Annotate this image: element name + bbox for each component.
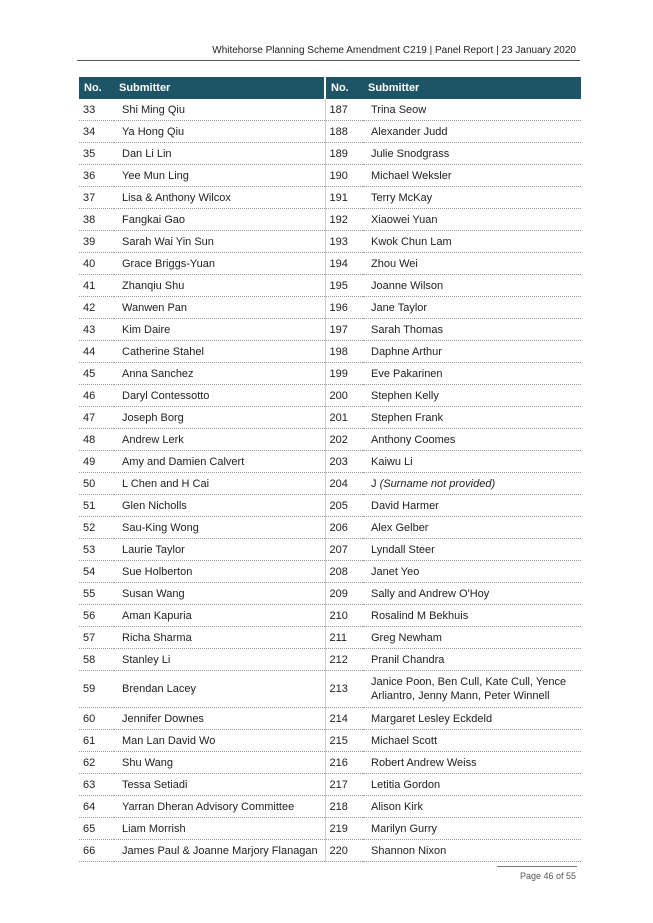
- submitter-name-right: Pranil Chandra: [363, 649, 581, 671]
- table-row: [79, 627, 581, 649]
- submission-number-right: 215: [325, 730, 363, 752]
- footer-rule: [497, 866, 577, 867]
- submission-number-right: 187: [325, 99, 363, 121]
- table-row: [79, 275, 581, 297]
- submission-number-left: 48: [79, 429, 114, 451]
- submitter-name-right: Eve Pakarinen: [363, 363, 581, 385]
- table-row: [79, 495, 581, 517]
- table-row: [79, 121, 581, 143]
- submitter-name-left: Aman Kapuria: [114, 605, 325, 627]
- col-header-submitter-right: Submitter: [363, 77, 581, 99]
- submitter-name-right: Julie Snodgrass: [363, 143, 581, 165]
- submitter-name-right: Janice Poon, Ben Cull, Kate Cull, Yence Arliantro, Jenny Mann, Peter Winnell: [363, 671, 581, 708]
- submission-number-left: 43: [79, 319, 114, 341]
- submission-number-right: 207: [325, 539, 363, 561]
- submission-number-left: 44: [79, 341, 114, 363]
- table-row: [79, 319, 581, 341]
- submitter-name-right: Rosalind M Bekhuis: [363, 605, 581, 627]
- submitter-name-right: Greg Newham: [363, 627, 581, 649]
- submission-number-right: 208: [325, 561, 363, 583]
- submission-number-left: 37: [79, 187, 114, 209]
- submission-number-left: 59: [79, 671, 114, 708]
- submission-number-left: 45: [79, 363, 114, 385]
- submission-number-right: 213: [325, 671, 363, 708]
- table-header: [79, 77, 581, 99]
- submission-number-right: 199: [325, 363, 363, 385]
- submission-number-right: 196: [325, 297, 363, 319]
- submission-number-left: 33: [79, 99, 114, 121]
- submission-number-left: 40: [79, 253, 114, 275]
- submission-number-left: 64: [79, 796, 114, 818]
- submission-number-left: 41: [79, 275, 114, 297]
- table-row: [79, 605, 581, 627]
- submission-number-left: 60: [79, 708, 114, 730]
- header-rule: [77, 60, 580, 61]
- submission-number-right: 195: [325, 275, 363, 297]
- submitter-name-left: Zhanqiu Shu: [114, 275, 325, 297]
- submission-number-right: 218: [325, 796, 363, 818]
- submitter-name-left: Brendan Lacey: [114, 671, 325, 708]
- submission-number-right: 189: [325, 143, 363, 165]
- submission-number-right: 210: [325, 605, 363, 627]
- submitter-name-left: Sue Holberton: [114, 561, 325, 583]
- submitter-name-right: Margaret Lesley Eckdeld: [363, 708, 581, 730]
- submission-number-right: 206: [325, 517, 363, 539]
- submission-number-right: 209: [325, 583, 363, 605]
- submitter-name-left: Anna Sanchez: [114, 363, 325, 385]
- submitter-name-left: Fangkai Gao: [114, 209, 325, 231]
- submitter-name-right: Alison Kirk: [363, 796, 581, 818]
- submission-number-right: 212: [325, 649, 363, 671]
- submitter-name-left: L Chen and H Cai: [114, 473, 325, 495]
- table-row: [79, 429, 581, 451]
- table-row: [79, 840, 581, 862]
- table-row: [79, 752, 581, 774]
- submission-number-left: 66: [79, 840, 114, 862]
- submitter-name-left: Daryl Contessotto: [114, 385, 325, 407]
- table-row: [79, 818, 581, 840]
- table-row: [79, 407, 581, 429]
- submission-number-right: 205: [325, 495, 363, 517]
- submitter-name-right: Stephen Kelly: [363, 385, 581, 407]
- running-header: Whitehorse Planning Scheme Amendment C219 | Panel Report | 23 January 2020: [212, 45, 576, 56]
- submission-number-left: 63: [79, 774, 114, 796]
- submitter-name-right: Terry McKay: [363, 187, 581, 209]
- table-row: [79, 231, 581, 253]
- submitter-name-right: Robert Andrew Weiss: [363, 752, 581, 774]
- submitter-name-left: James Paul & Joanne Marjory Flanagan: [114, 840, 325, 862]
- submitter-name-right: Sarah Thomas: [363, 319, 581, 341]
- submitter-name-left: Kim Daire: [114, 319, 325, 341]
- table-row: [79, 297, 581, 319]
- submitter-name-left: Susan Wang: [114, 583, 325, 605]
- submission-number-right: 201: [325, 407, 363, 429]
- submitter-name-left: Yarran Dheran Advisory Committee: [114, 796, 325, 818]
- table-row: [79, 708, 581, 730]
- submission-number-right: 192: [325, 209, 363, 231]
- submitter-name-left: Amy and Damien Calvert: [114, 451, 325, 473]
- submitter-name-right: Marilyn Gurry: [363, 818, 581, 840]
- header-row: [79, 77, 581, 99]
- table-row: [79, 363, 581, 385]
- submitter-name-right: Michael Scott: [363, 730, 581, 752]
- table-row: [79, 730, 581, 752]
- submitter-name-left: Ya Hong Qiu: [114, 121, 325, 143]
- submitter-name-right: Trina Seow: [363, 99, 581, 121]
- submission-number-right: 204: [325, 473, 363, 495]
- table-body: [79, 99, 581, 862]
- submitter-name-left: Joseph Borg: [114, 407, 325, 429]
- submitter-name-right: J (Surname not provided): [363, 473, 581, 495]
- submitter-name-right: Kwok Chun Lam: [363, 231, 581, 253]
- submission-number-left: 65: [79, 818, 114, 840]
- submission-number-left: 52: [79, 517, 114, 539]
- submitter-name-right: Stephen Frank: [363, 407, 581, 429]
- table-row: [79, 583, 581, 605]
- submission-number-right: 190: [325, 165, 363, 187]
- submission-number-left: 61: [79, 730, 114, 752]
- col-header-submitter-left: Submitter: [114, 77, 325, 99]
- col-header-no-right: No.: [325, 77, 363, 99]
- submission-number-left: 34: [79, 121, 114, 143]
- submitter-name-right: Shannon Nixon: [363, 840, 581, 862]
- submitter-name-left: Wanwen Pan: [114, 297, 325, 319]
- table-row: [79, 209, 581, 231]
- submission-number-right: 193: [325, 231, 363, 253]
- submission-number-left: 55: [79, 583, 114, 605]
- submitter-name-left: Shu Wang: [114, 752, 325, 774]
- submitter-name-left: Grace Briggs-Yuan: [114, 253, 325, 275]
- submitter-name-right: Kaiwu Li: [363, 451, 581, 473]
- table-row: [79, 774, 581, 796]
- submission-number-left: 42: [79, 297, 114, 319]
- submitter-name-left: Jennifer Downes: [114, 708, 325, 730]
- submission-number-left: 49: [79, 451, 114, 473]
- table-row: [79, 253, 581, 275]
- table-row: [79, 561, 581, 583]
- table-row: [79, 517, 581, 539]
- submission-number-left: 56: [79, 605, 114, 627]
- col-header-no-left: No.: [79, 77, 114, 99]
- submitter-name-left: Lisa & Anthony Wilcox: [114, 187, 325, 209]
- submitters-table: [79, 77, 581, 862]
- submission-number-left: 36: [79, 165, 114, 187]
- submitter-name-right: Xiaowei Yuan: [363, 209, 581, 231]
- submission-number-right: 219: [325, 818, 363, 840]
- submission-number-right: 203: [325, 451, 363, 473]
- table-row: [79, 649, 581, 671]
- table-row: [79, 385, 581, 407]
- surname-note: (Surname not provided): [379, 477, 496, 490]
- table-row: [79, 341, 581, 363]
- submission-number-right: 188: [325, 121, 363, 143]
- submission-number-right: 214: [325, 708, 363, 730]
- submitter-name-right: Joanne Wilson: [363, 275, 581, 297]
- table-row: [79, 165, 581, 187]
- submitter-name-left: Laurie Taylor: [114, 539, 325, 561]
- table-row: [79, 143, 581, 165]
- submission-number-right: 211: [325, 627, 363, 649]
- table-row: [79, 539, 581, 561]
- submitter-name-left: Yee Mun Ling: [114, 165, 325, 187]
- submitter-name-left: Catherine Stahel: [114, 341, 325, 363]
- submission-number-right: 198: [325, 341, 363, 363]
- submission-number-right: 217: [325, 774, 363, 796]
- submission-number-right: 194: [325, 253, 363, 275]
- submitter-name-left: Glen Nicholls: [114, 495, 325, 517]
- submitter-name-right: Michael Weksler: [363, 165, 581, 187]
- submitter-name-left: Sarah Wai Yin Sun: [114, 231, 325, 253]
- submission-number-right: 191: [325, 187, 363, 209]
- table-row: [79, 473, 581, 495]
- submitter-name-right: Alexander Judd: [363, 121, 581, 143]
- submission-number-left: 58: [79, 649, 114, 671]
- submission-number-left: 51: [79, 495, 114, 517]
- submission-number-left: 57: [79, 627, 114, 649]
- submission-number-left: 39: [79, 231, 114, 253]
- submitter-name-left: Sau-King Wong: [114, 517, 325, 539]
- submitter-name-left: Richa Sharma: [114, 627, 325, 649]
- submitter-name-right: Anthony Coomes: [363, 429, 581, 451]
- submitter-name-right: David Harmer: [363, 495, 581, 517]
- submission-number-right: 216: [325, 752, 363, 774]
- submission-number-left: 38: [79, 209, 114, 231]
- submitter-name-right: Lyndall Steer: [363, 539, 581, 561]
- submission-number-left: 50: [79, 473, 114, 495]
- submission-number-right: 202: [325, 429, 363, 451]
- submission-number-right: 220: [325, 840, 363, 862]
- submitter-name-right: Alex Gelber: [363, 517, 581, 539]
- submission-number-left: 53: [79, 539, 114, 561]
- submission-number-left: 35: [79, 143, 114, 165]
- submission-number-right: 197: [325, 319, 363, 341]
- table-row: [79, 99, 581, 121]
- submitter-name-right: Sally and Andrew O'Hoy: [363, 583, 581, 605]
- submitter-name-left: Shi Ming Qiu: [114, 99, 325, 121]
- table-row: [79, 796, 581, 818]
- submitter-name-left: Andrew Lerk: [114, 429, 325, 451]
- submission-number-left: 54: [79, 561, 114, 583]
- submitter-name-right: Daphne Arthur: [363, 341, 581, 363]
- page-number: Page 46 of 55: [519, 871, 576, 881]
- submitter-name-right: Letitia Gordon: [363, 774, 581, 796]
- submission-number-left: 46: [79, 385, 114, 407]
- submission-number-left: 62: [79, 752, 114, 774]
- submitter-name-right: Zhou Wei: [363, 253, 581, 275]
- submitter-name-left: Liam Morrish: [114, 818, 325, 840]
- submission-number-left: 47: [79, 407, 114, 429]
- submitter-name-right: Jane Taylor: [363, 297, 581, 319]
- table-row: [79, 187, 581, 209]
- table-row: [79, 451, 581, 473]
- submitter-name-left: Stanley Li: [114, 649, 325, 671]
- submitter-name-left: Tessa Setiadi: [114, 774, 325, 796]
- submission-number-right: 200: [325, 385, 363, 407]
- submitter-name-left: Dan Li Lin: [114, 143, 325, 165]
- submitter-name-right: Janet Yeo: [363, 561, 581, 583]
- table-row: [79, 671, 581, 708]
- submitter-name-left: Man Lan David Wo: [114, 730, 325, 752]
